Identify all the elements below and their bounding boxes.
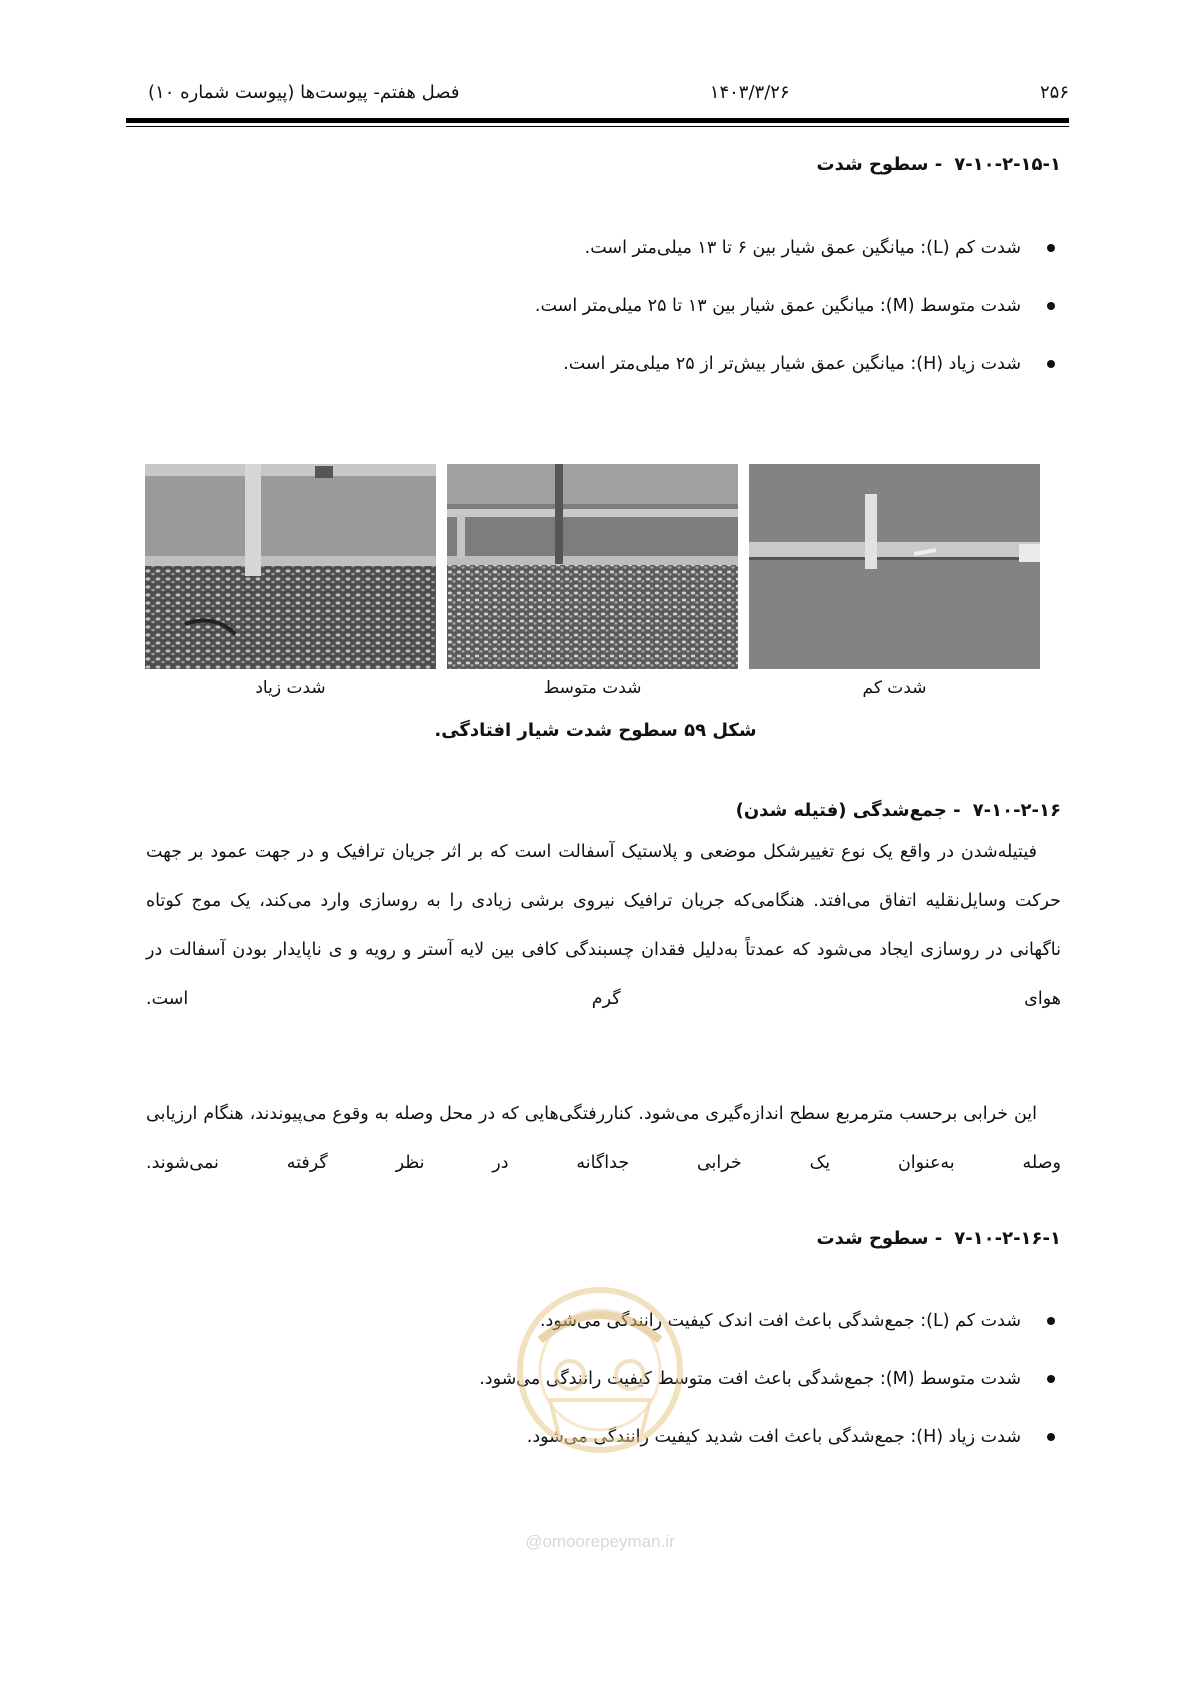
section-number: ۷-۱۰-۲-۱۵-۱ [954, 154, 1061, 175]
photo-low-severity [749, 464, 1040, 669]
bullet-icon [1047, 360, 1055, 368]
bullet-icon [1047, 1433, 1055, 1441]
chapter-title: فصل هفتم- پیوست‌ها (پیوست شماره ۱۰) [148, 81, 460, 103]
caption-high: شدت زیاد [255, 678, 326, 698]
bullet-icon [1047, 1317, 1055, 1325]
header-rule-thin [126, 126, 1069, 127]
photo-high-severity [145, 464, 436, 669]
seal-logo-icon [470, 1250, 730, 1550]
list-item: شدت کم (L): میانگین عمق شیار بین ۶ تا ۱۳ میلی‌متر است. [169, 219, 1069, 277]
section-heading-shoving: ۷-۱۰-۲-۱۶- جمع‌شدگی (فتیله شدن) [735, 800, 1061, 821]
bullet-icon [1047, 244, 1055, 252]
list-item: شدت کم (L): جمع‌شدگی باعث افت اندک کیفیت رانندگی می‌شود. [169, 1292, 1069, 1350]
list-item: شدت متوسط (M): میانگین عمق شیار بین ۱۳ تا ۲۵ میلی‌متر است. [169, 277, 1069, 335]
watermark-text: @omoorepeyman.ir [525, 1532, 675, 1551]
list-item: شدت زیاد (H): جمع‌شدگی باعث افت شدید کیفیت رانندگی می‌شود. [169, 1408, 1069, 1466]
header-date: ۱۴۰۳/۳/۲۶ [709, 81, 790, 103]
severity-list-rutting [169, 219, 1069, 393]
page-number: ۲۵۶ [1039, 81, 1069, 103]
caption-medium: شدت متوسط [543, 678, 642, 698]
bullet-icon [1047, 1375, 1055, 1383]
section-title: سطوح شدت [816, 154, 929, 175]
section-heading-severity-levels-2: ۷-۱۰-۲-۱۶-۱- سطوح شدت [816, 1228, 1061, 1249]
list-item: شدت متوسط (M): جمع‌شدگی باعث افت متوسط کیفیت رانندگی می‌شود. [169, 1350, 1069, 1408]
page-header [148, 78, 1069, 106]
photo-medium-severity [447, 464, 738, 669]
caption-low: شدت کم [862, 678, 927, 698]
header-rule-thick [126, 118, 1069, 123]
list-item: شدت زیاد (H): میانگین عمق شیار بیش‌تر از ۲۵ میلی‌متر است. [169, 335, 1069, 393]
bullet-icon [1047, 302, 1055, 310]
section-title: جمع‌شدگی (فتیله شدن) [735, 800, 947, 821]
paragraph-shoving-measurement: این خرابی برحسب مترمربع سطح اندازه‌گیری می‌شود. کناررفتگی‌هایی که در محل وصله به وقوع می‌پیوندند، هنگام ارزیابی وصله به‌عنوان یک خرابی جداگانه در نظر گرفته نمی‌شوند. [146, 1104, 1061, 1173]
figure-caption: شکل ۵۹ سطوح شدت شیار افتادگی. [434, 720, 757, 741]
section-number: ۷-۱۰-۲-۱۶ [972, 800, 1061, 821]
section-heading-severity-levels-1: ۷-۱۰-۲-۱۵-۱- سطوح شدت [816, 154, 1061, 175]
section-number: ۷-۱۰-۲-۱۶-۱ [954, 1228, 1061, 1249]
watermark [470, 1250, 730, 1570]
section-title: سطوح شدت [816, 1228, 929, 1249]
paragraph-shoving-definition: فیتیله‌شدن در واقع یک نوع تغییرشکل موضعی و پلاستیک آسفالت است که بر اثر جریان ترافیک و در جهت عمود بر جهت حرکت وسایل‌نقلیه اتفاق می‌افتد. هنگامی‌که جریان ترافیک نیروی برشی زیادی را به روسازی وارد می‌کند، یک موج کوتاه ناگهانی در روسازی ایجاد می‌شود که عمدتاً به‌دلیل فقدان چسبندگی کافی بین لایه آستر و رویه و ی ناپایدار بودن آسفالت در هوای گرم است. [146, 842, 1061, 1009]
